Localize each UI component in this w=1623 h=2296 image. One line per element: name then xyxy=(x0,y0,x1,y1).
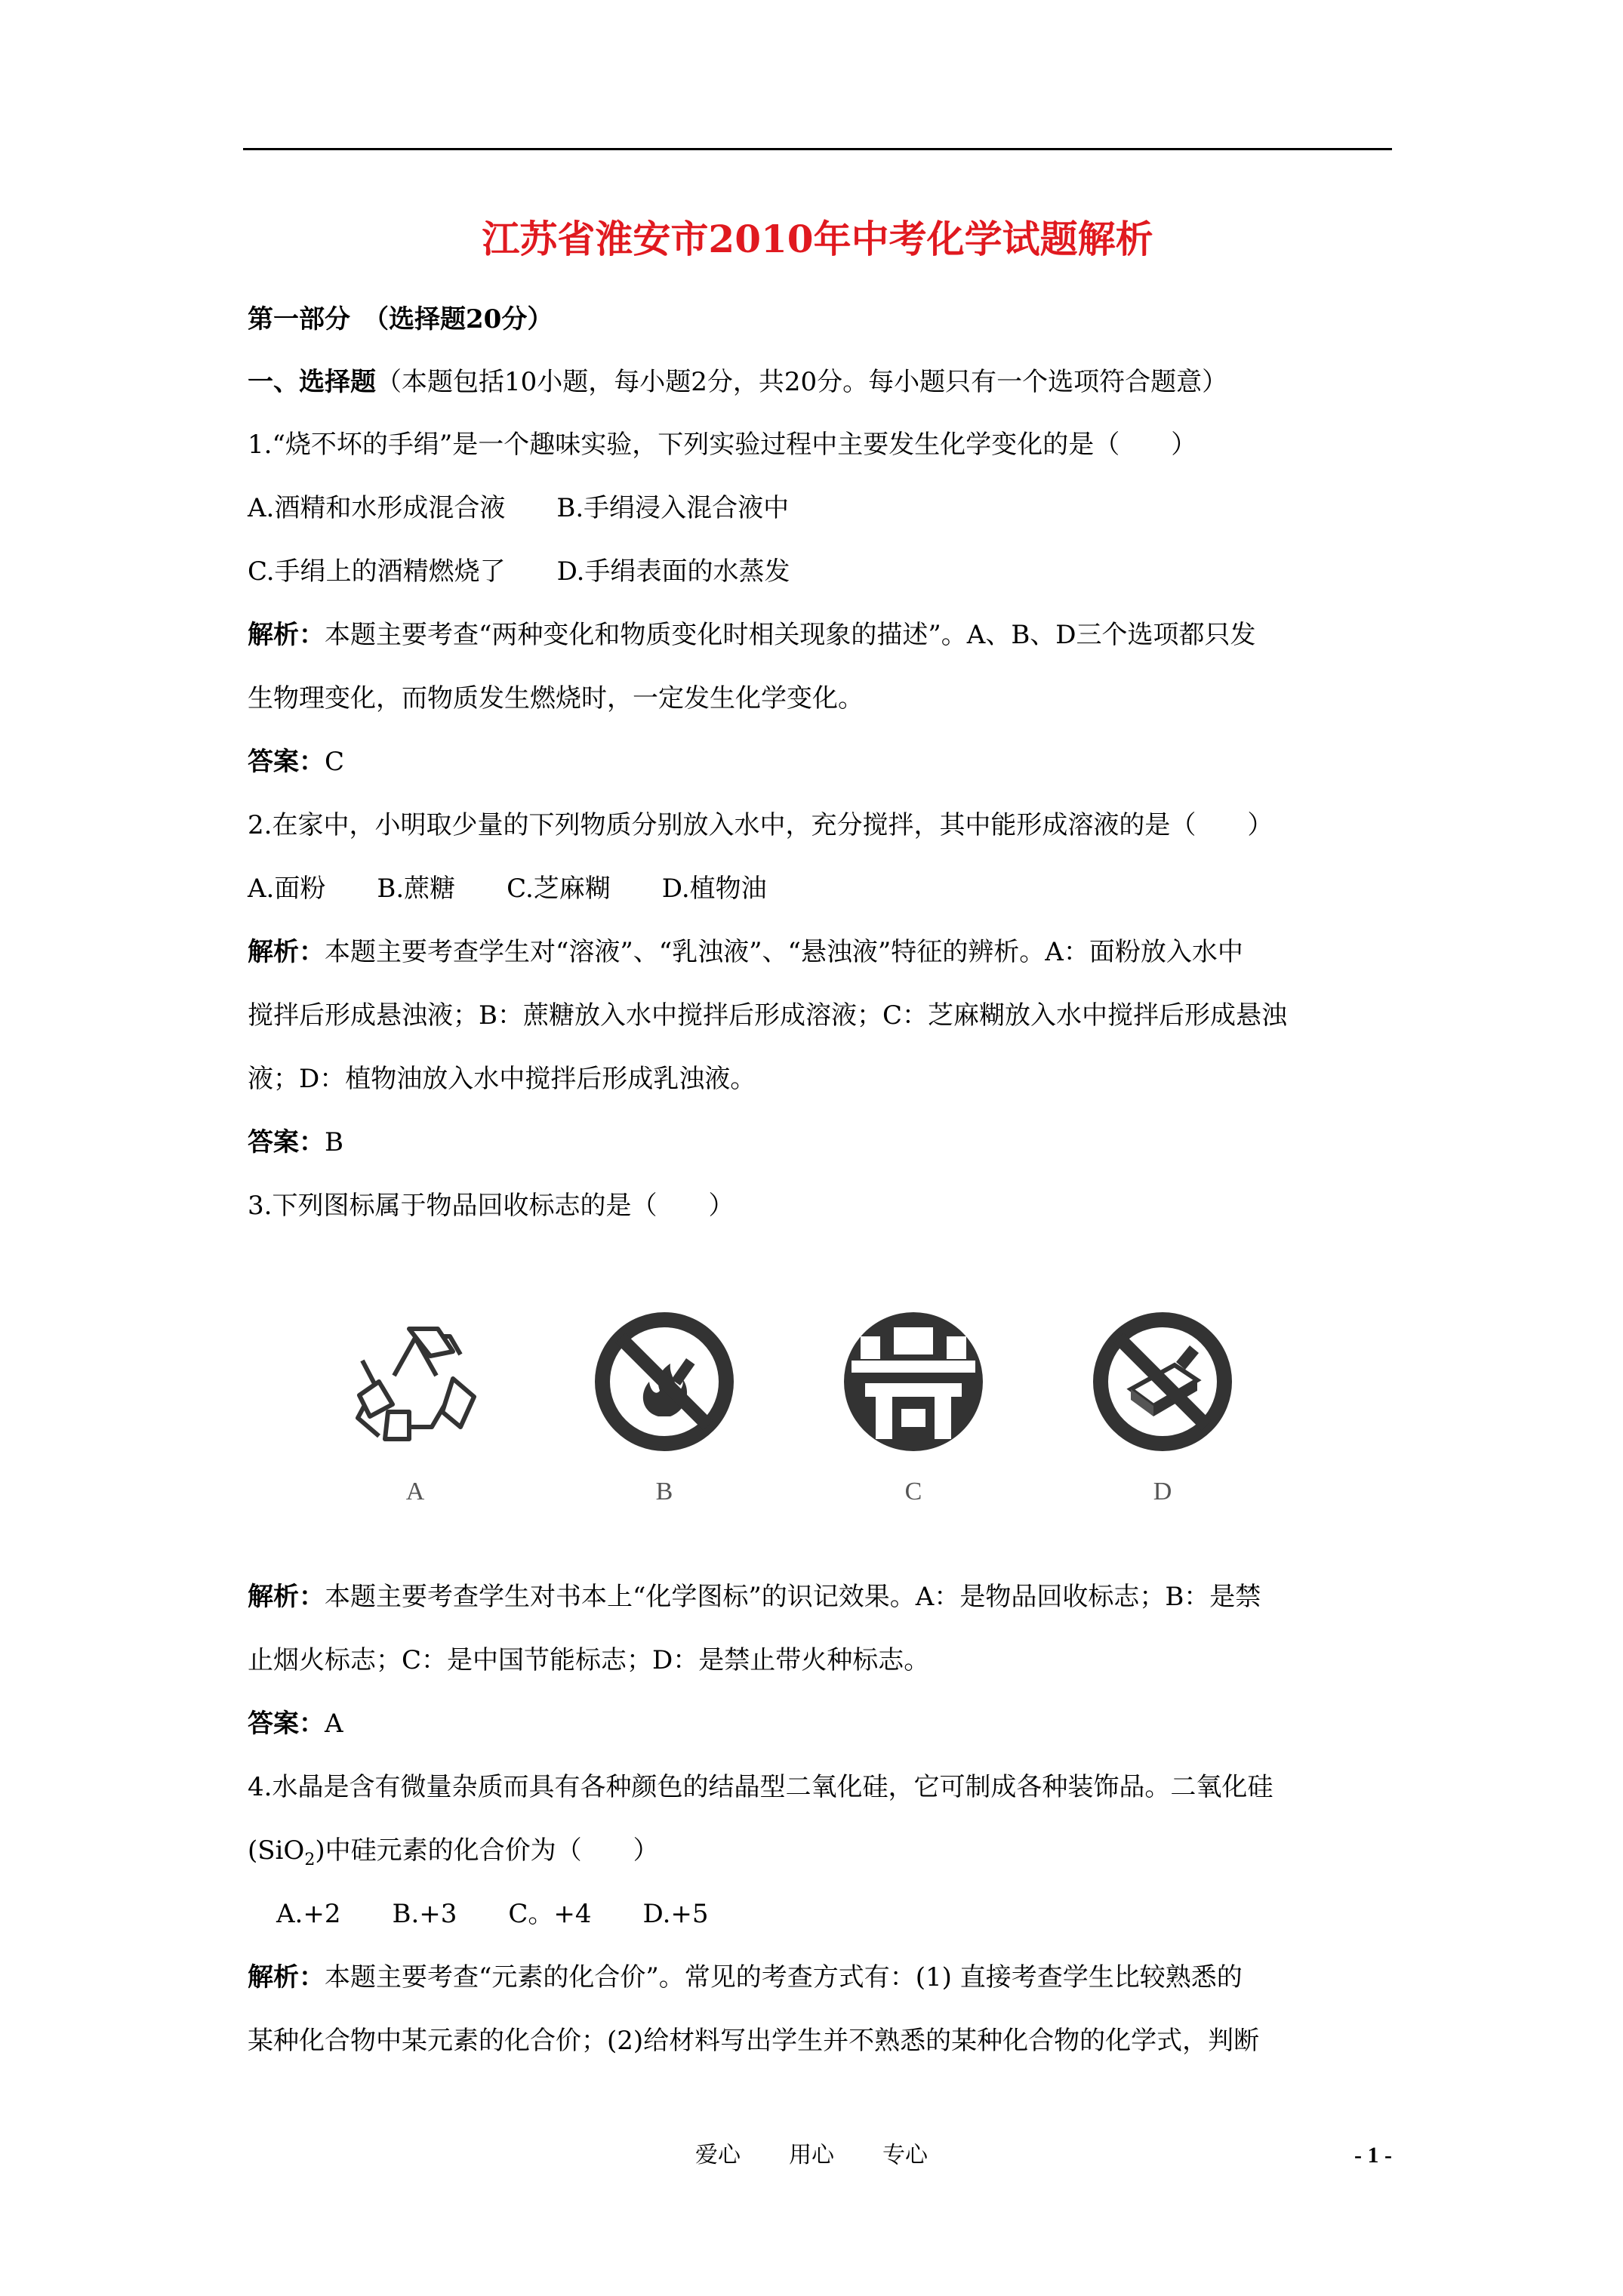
q3-answer: 答案：A xyxy=(248,1709,343,1739)
q1-stem: 1.“烧不坏的手绢”是一个趣味实验，下列实验过程中主要发生化学变化的是（ ） xyxy=(248,430,1197,460)
footer-item: 专心 xyxy=(882,2142,928,2168)
q4-option-c: C。+4 xyxy=(508,1899,592,1929)
figure-label-c: C xyxy=(904,1478,922,1505)
no-kindling-icon xyxy=(1087,1306,1238,1457)
section-text: （本题包括10小题，每小题2分，共20分。每小题只有一个选项符合题意） xyxy=(376,367,1228,397)
figure-item-c xyxy=(830,1306,996,1507)
q4-options xyxy=(276,1895,709,1933)
header-rule xyxy=(243,148,1392,150)
page-number: - 1 - xyxy=(1354,2143,1392,2168)
q3-stem: 3.下列图标属于物品回收标志的是（ ） xyxy=(248,1191,735,1221)
q1-option-b: B.手绢浸入混合液中 xyxy=(556,493,790,523)
q1-option-c: C.手绢上的酒精燃烧了 xyxy=(248,556,506,587)
section-heading xyxy=(248,363,1227,401)
footer-item: 爱心 xyxy=(695,2142,741,2168)
figure-label-a: A xyxy=(405,1478,425,1505)
figure-item-d xyxy=(1079,1306,1246,1507)
q3-analysis-line1: 解析：本题主要考查学生对书本上“化学图标”的识记效果。A：是物品回收标志；B：是禁 xyxy=(248,1582,1261,1612)
q1-options-row1 xyxy=(248,489,789,527)
q1-analysis-line2: 生物理变化，而物质发生燃烧时，一定发生化学变化。 xyxy=(248,683,864,713)
q1-analysis-label: 解析： xyxy=(248,620,325,650)
figure-label-d: D xyxy=(1153,1478,1172,1505)
q2-analysis-line2: 搅拌后形成悬浊液；B：蔗糖放入水中搅拌后形成溶液；C：芝麻糊放入水中搅拌后形成悬浊 xyxy=(248,1000,1287,1031)
q1-answer: 答案：C xyxy=(248,747,345,777)
q1-option-d: D.手绢表面的水蒸发 xyxy=(556,556,790,587)
q4-option-d: D.+5 xyxy=(642,1899,709,1929)
page-title: 江苏省淮安市2010年中考化学试题解析 xyxy=(482,217,1153,261)
q3-figure xyxy=(317,1306,1268,1533)
section-label: 一、选择题 xyxy=(248,367,376,397)
recycle-icon xyxy=(340,1306,491,1457)
q4-analysis-line2: 某种化合物中某元素的化合价；(2)给材料写出学生并不熟悉的某种化合物的化学式，判断 xyxy=(248,2026,1260,2056)
q2-options xyxy=(248,870,767,908)
q3-analysis-line2: 止烟火标志；C：是中国节能标志；D：是禁止带火种标志。 xyxy=(248,1645,930,1675)
q2-analysis-line1: 解析：本题主要考查学生对“溶液”、“乳浊液”、“悬浊液”特征的辨析。A：面粉放入水中 xyxy=(248,937,1243,967)
figure-item-b xyxy=(581,1306,747,1507)
q4-stem-line2: (SiO$_2$)中硅元素的化合价为（ ） xyxy=(248,1835,659,1869)
figure-label-b: B xyxy=(655,1478,673,1505)
figure-item-a xyxy=(332,1306,498,1507)
q1-options-row2 xyxy=(248,553,790,590)
q2-option-a: A.面粉 xyxy=(248,874,326,904)
q2-option-c: C.芝麻糊 xyxy=(507,874,611,904)
part-heading: 第一部分 （选择题20分） xyxy=(248,304,553,334)
q4-option-a: A.+2 xyxy=(276,1899,341,1929)
q2-option-b: B.蔗糖 xyxy=(377,874,456,904)
q4-analysis-line1: 解析：本题主要考查“元素的化合价”。常见的考查方式有：(1) 直接考查学生比较熟悉的 xyxy=(248,1962,1243,1992)
q4-stem-line1: 4.水晶是含有微量杂质而具有各种颜色的结晶型二氧化硅，它可制成各种装饰品。二氧化硅 xyxy=(248,1772,1273,1802)
q2-stem: 2.在家中，小明取少量的下列物质分别放入水中，充分搅拌，其中能形成溶液的是（ ） xyxy=(248,810,1273,840)
q2-answer: 答案：B xyxy=(248,1127,343,1157)
q1-option-a: A.酒精和水形成混合液 xyxy=(248,493,506,523)
q4-option-b: B.+3 xyxy=(392,1899,457,1929)
q2-analysis-line3: 液；D：植物油放入水中搅拌后形成乳浊液。 xyxy=(248,1064,756,1094)
footer-item: 用心 xyxy=(789,2142,834,2168)
energy-saving-icon xyxy=(838,1306,989,1457)
q2-option-d: D.植物油 xyxy=(661,874,767,904)
no-fire-icon xyxy=(589,1306,740,1457)
q1-analysis-line1: 解析：本题主要考查“两种变化和物质变化时相关现象的描述”。A、B、D三个选项都只发 xyxy=(248,620,1256,650)
